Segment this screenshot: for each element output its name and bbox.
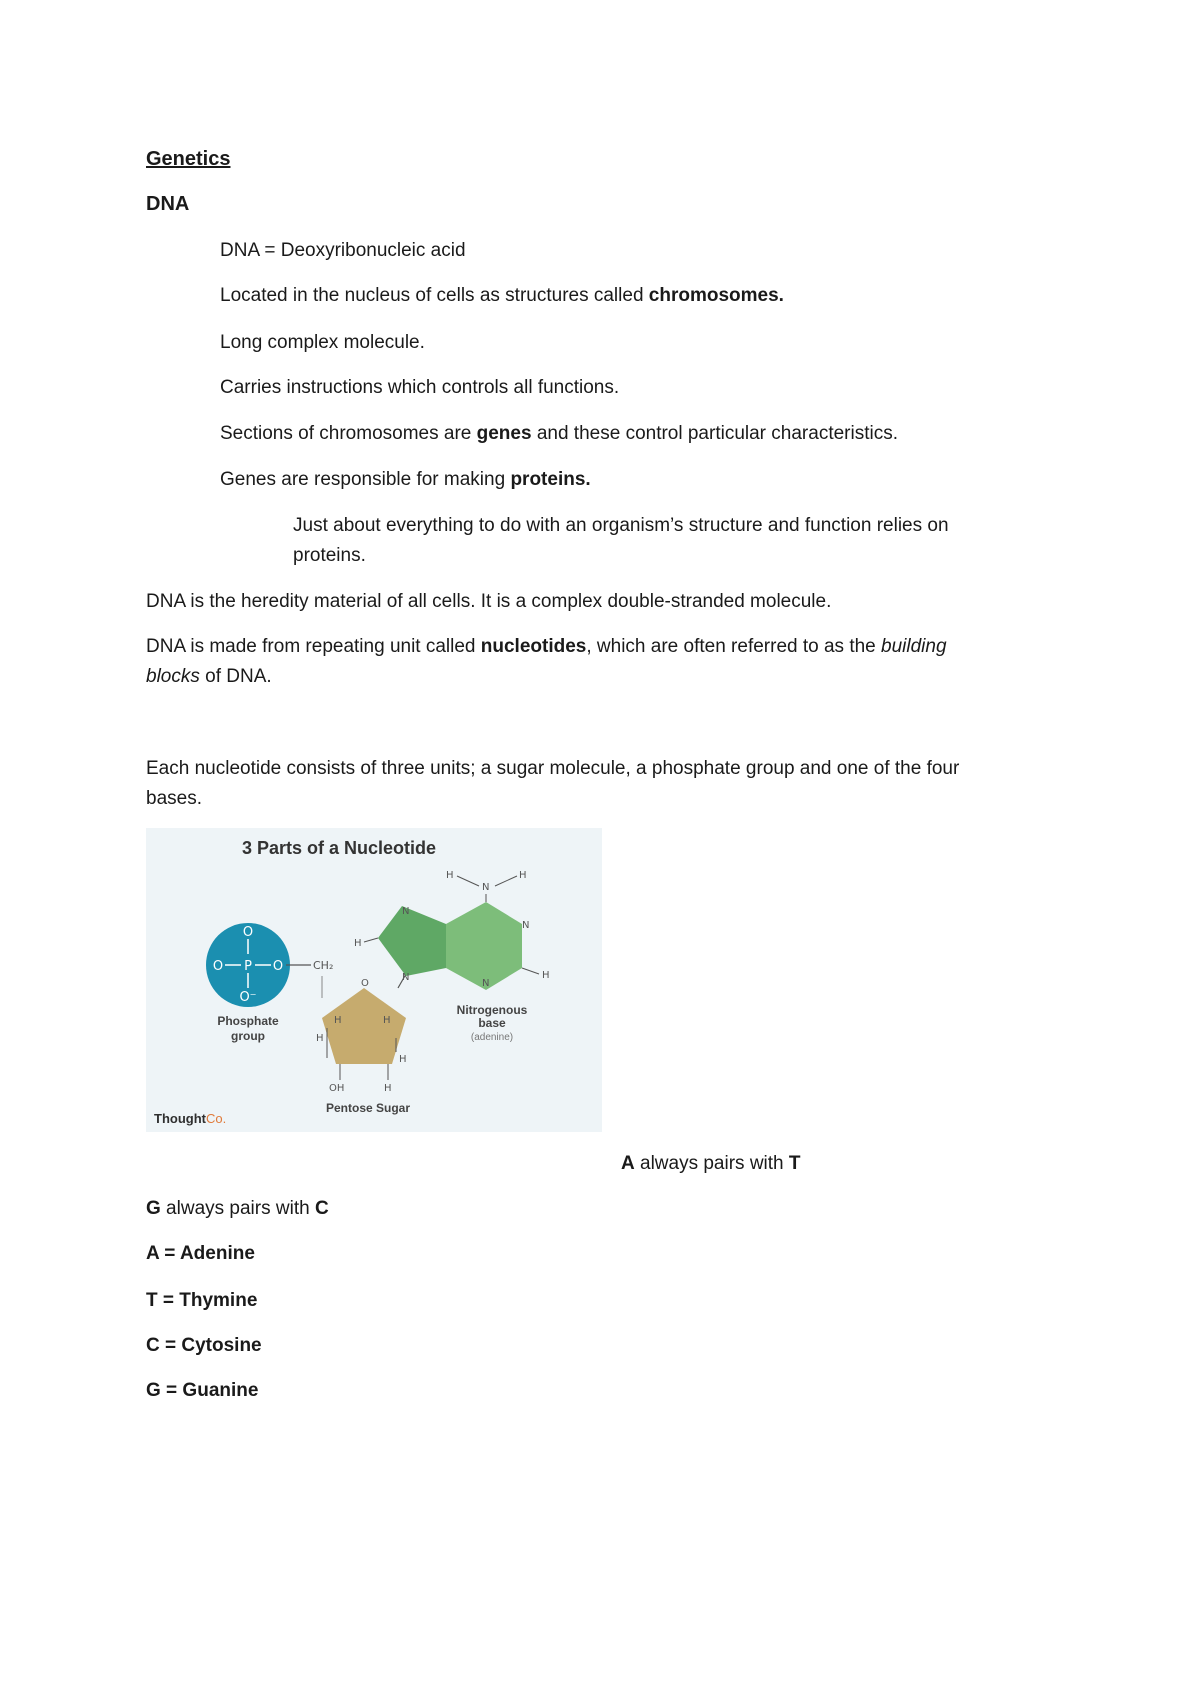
- atom-label: O: [361, 978, 369, 989]
- paragraph: DNA is made from repeating unit called nucleotides, which are often referred to as the building: [146, 636, 947, 657]
- atom-label: H: [316, 1033, 324, 1044]
- atom-label: H: [383, 1015, 391, 1026]
- phosphate-label: Phosphate: [217, 1014, 279, 1028]
- atom-label: H: [384, 1083, 392, 1094]
- bullet-item: Carries instructions which controls all functions.: [220, 377, 620, 398]
- atom-label: N: [402, 906, 410, 917]
- bullet-item: Located in the nucleus of cells as structures called chromosomes.: [220, 285, 784, 306]
- atom-label: P: [244, 959, 252, 974]
- base-sublabel: (adenine): [470, 1032, 514, 1043]
- definition-item: T = Thymine: [146, 1290, 258, 1311]
- bullet-item: Genes are responsible for making proteins.: [220, 469, 591, 490]
- atom-label: N: [402, 972, 410, 983]
- bullet-item: Sections of chromosomes are genes and these control particular characteristics.: [220, 423, 898, 444]
- section-heading: DNA: [146, 193, 190, 215]
- base-label: Nitrogenous: [456, 1003, 528, 1017]
- atom-label: CH₂: [313, 959, 334, 972]
- atom-label: O: [212, 959, 224, 974]
- sub-bullet-line: proteins.: [293, 545, 366, 566]
- atom-label: O⁻: [239, 990, 257, 1005]
- base-six-ring: [446, 902, 522, 990]
- definition-item: G = Guanine: [146, 1380, 259, 1401]
- nucleotide-figure: [146, 828, 602, 1132]
- paragraph: blocks of DNA.: [146, 666, 272, 687]
- atom-label: H: [354, 938, 362, 949]
- atom-label: O: [272, 959, 284, 974]
- figure-title: 3 Parts of a Nucleotide: [241, 838, 437, 858]
- sugar-label: Pentose Sugar: [325, 1101, 411, 1115]
- pairing-a-t: A always pairs with T: [621, 1153, 801, 1174]
- pairing-g-c: G always pairs with C: [146, 1198, 329, 1219]
- phosphate-label: group: [231, 1029, 265, 1043]
- page-title: Genetics: [146, 148, 231, 170]
- atom-label: H: [399, 1054, 407, 1065]
- definition-item: C = Cytosine: [146, 1335, 262, 1356]
- bullet-item: DNA = Deoxyribonucleic acid: [220, 240, 466, 261]
- atom-label: N: [482, 978, 490, 989]
- atom-label: N: [522, 920, 530, 931]
- paragraph: DNA is the heredity material of all cells. It is a complex double-stranded molecule.: [146, 591, 832, 612]
- pentose-sugar-shape: [322, 988, 406, 1064]
- atom-label: H: [446, 870, 454, 881]
- bullet-item: Long complex molecule.: [220, 332, 425, 353]
- nucleotide-diagram: [146, 828, 602, 1132]
- base-five-ring: [378, 906, 446, 976]
- definition-item: A = Adenine: [146, 1243, 255, 1264]
- base-label: base: [478, 1016, 506, 1030]
- atom-label: H: [334, 1015, 342, 1026]
- atom-label: OH: [329, 1083, 345, 1094]
- paragraph: bases.: [146, 788, 202, 809]
- atom-label: H: [542, 970, 550, 981]
- atom-label: H: [519, 870, 527, 881]
- atom-label: N: [482, 882, 490, 893]
- atom-label: O: [242, 925, 254, 940]
- paragraph: Each nucleotide consists of three units; a sugar molecule, a phosphate group and one of the four: [146, 758, 960, 779]
- sub-bullet-line: Just about everything to do with an organism’s structure and function relies on: [293, 515, 949, 536]
- thoughtco-logo: ThoughtCo.: [154, 1111, 227, 1126]
